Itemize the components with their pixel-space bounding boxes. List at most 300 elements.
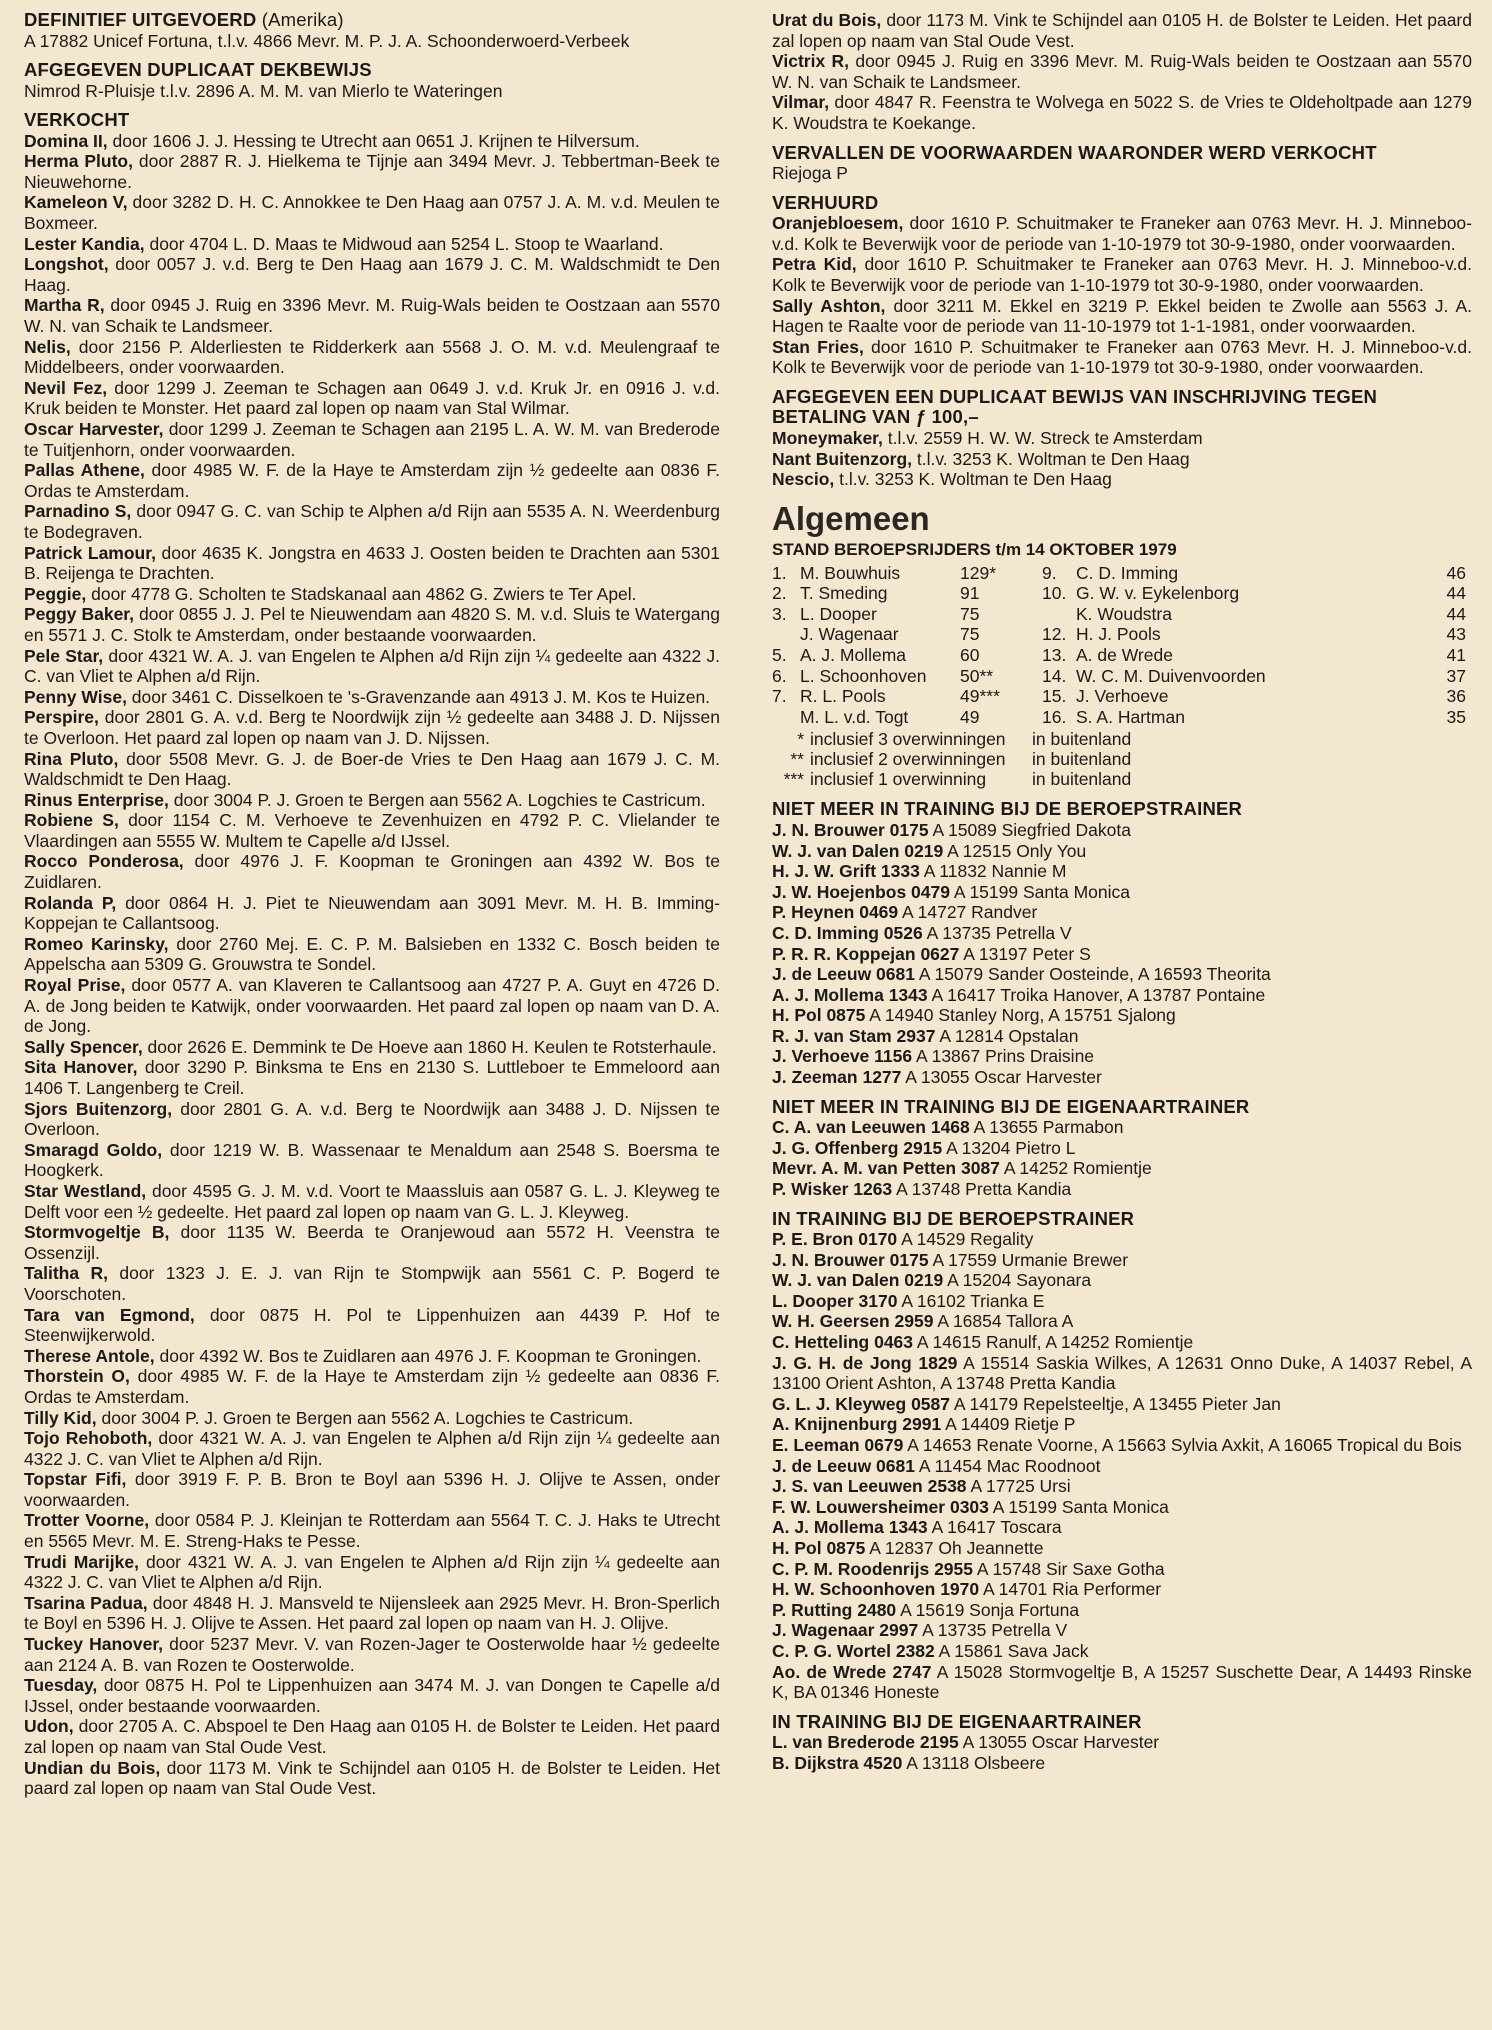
entry — [24, 1222, 720, 1263]
entry-text: door 2887 R. J. Hielkema te Tijnje aan 3494 Mevr. J. Tebbertman-Beek te Nieuwehorne. — [24, 151, 720, 192]
footnote-text: inclusief 3 overwinningen — [810, 729, 1006, 750]
entry-name: P. Heynen 0469 — [772, 902, 899, 923]
stand-rider: A. de Wrede — [1076, 645, 1173, 666]
entry — [772, 163, 1472, 184]
entry — [772, 1270, 1472, 1291]
entry-name: Sally Ashton, — [772, 295, 886, 316]
entry-text: A 13118 Olsbeere — [902, 1752, 1046, 1773]
entry-name: R. J. van Stam 2937 — [772, 1025, 936, 1046]
stand-wins: 43 — [1446, 624, 1466, 645]
footnote-text: inclusief 1 overwinning — [810, 769, 987, 790]
entry-text: A 14179 Repelsteeltje, A 13455 Pieter Jan — [950, 1393, 1281, 1414]
stand-rider: S. A. Hartman — [1076, 706, 1185, 727]
stand-rank: 6. — [772, 665, 787, 686]
stand-rank: 12. — [1042, 624, 1067, 645]
entry-name: Stan Fries, — [772, 336, 864, 357]
entry-text: A 14940 Stanley Norg, A 15751 Sjalong — [865, 1005, 1176, 1026]
footnote-mark: ** — [790, 749, 804, 770]
entry-name: Longshot, — [24, 254, 109, 275]
stand-row — [772, 624, 1472, 645]
entry — [24, 1510, 720, 1551]
entry-text: A 15079 Sander Oosteinde, A 16593 Theorita — [915, 964, 1271, 985]
entry-text: door 0855 J. J. Pel te Nieuwendam aan 4820 S. M. v.d. Sluis te Watergang en 5571 J. C. Stolk te Amsterdam, onder bestaande voorwaarden. — [24, 604, 720, 645]
entry-text: door 1323 J. E. J. van Rijn te Stompwijk aan 5561 C. P. Bogerd te Voorschoten. — [24, 1263, 720, 1304]
entry-name: Thorstein O, — [24, 1366, 130, 1387]
section-heading: IN TRAINING BIJ DE BEROEPSTRAINER — [772, 1207, 1135, 1229]
entry-text: A 15199 Santa Monica — [949, 881, 1130, 902]
section-heading: NIET MEER IN TRAINING BIJ DE EIGENAARTRAINER — [772, 1095, 1250, 1117]
entry-name: Tuesday, — [24, 1675, 98, 1696]
stand-rank: 14. — [1042, 665, 1067, 686]
entry — [772, 337, 1472, 378]
entry-text: door 4321 W. A. J. van Engelen te Alphen a/d Rijn zijn ¼ gedeelte aan 4322 J. C. van Vliet te Alphen a/d Rijn. — [24, 1551, 720, 1593]
stand-rider: R. L. Pools — [800, 686, 886, 707]
entry — [772, 1538, 1472, 1559]
footnote — [772, 729, 1472, 749]
entry-text: door 1299 J. Zeeman te Schagen aan 0649 J. v.d. Kruk Jr. en 0916 J. v.d. Kruk beiden te Monster. Het paard zal lopen op naam van Stal Wilmar. — [24, 377, 720, 419]
entry-name: J. S. van Leeuwen 2538 — [772, 1476, 967, 1497]
section-heading-line — [24, 10, 720, 31]
entry-name: C. A. van Leeuwen 1468 — [772, 1117, 970, 1138]
entry — [772, 882, 1472, 903]
entry — [772, 10, 1472, 51]
entry-name: Nevil Fez, — [24, 377, 108, 398]
entry — [24, 646, 720, 687]
entry — [24, 81, 720, 102]
section — [772, 799, 1472, 1087]
entry-name: Nelis, — [24, 336, 71, 357]
entry — [24, 131, 720, 152]
stand-rider: K. Woudstra — [1076, 603, 1172, 624]
entry-text: door 4392 W. Bos te Zuidlaren aan 4976 J. F. Koopman te Groningen. — [154, 1345, 702, 1366]
entry-name: G. L. J. Kleyweg 0587 — [772, 1393, 950, 1414]
entry-name: C. D. Imming 0526 — [772, 922, 923, 943]
entry-name: Undian du Bois, — [24, 1757, 161, 1778]
entry-text: door 1219 W. B. Wassenaar te Menaldum aan 2548 S. Boersma te Hoogkerk. — [24, 1139, 720, 1181]
stand-rank: 13. — [1042, 645, 1067, 666]
entry — [24, 419, 720, 460]
entry — [24, 31, 720, 52]
entry-name: Herma Pluto, — [24, 151, 133, 172]
entry — [24, 1469, 720, 1510]
entry-text: A 14653 Renate Voorne, A 15663 Sylvia Axkit, A 16065 Tropical du Bois — [903, 1434, 1462, 1455]
entry-text: Nimrod R-Pluisje t.l.v. 2896 A. M. M. van Mierlo te Wateringen — [24, 80, 503, 101]
entry-name: Petra Kid, — [772, 254, 857, 275]
entry-text: A 13204 Pietro L — [942, 1137, 1076, 1158]
stand-wins: 49 — [960, 706, 980, 727]
entry-name: Nant Buitenzorg, — [772, 448, 912, 469]
entry — [24, 1037, 720, 1058]
stand-rider: M. Bouwhuis — [800, 562, 901, 583]
entry-text: A 16102 Trianka E — [897, 1290, 1045, 1311]
section-heading: VERVALLEN DE VOORWAARDEN WAARONDER WERD VERKOCHT — [772, 141, 1377, 163]
section — [24, 60, 720, 101]
entry-text: A 17725 Ursi — [966, 1476, 1071, 1497]
entry-name: H. W. Schoonhoven 1970 — [772, 1579, 980, 1600]
entry-name: Perspire, — [24, 707, 99, 728]
footnote-mark: * — [797, 729, 804, 750]
stand-rider: J. Wagenaar — [800, 624, 899, 645]
stand-rank — [772, 707, 800, 728]
entry-name: Royal Prise, — [24, 975, 126, 996]
entry-name: Vilmar, — [772, 92, 830, 113]
entry-name: J. Verhoeve 1156 — [772, 1046, 913, 1067]
entry-name: Parnadino S, — [24, 501, 132, 522]
stand-rank: 1. — [772, 562, 787, 583]
entry-text: A 15748 Sir Saxe Gotha — [973, 1558, 1165, 1579]
entry — [24, 501, 720, 542]
right-top-sections — [772, 10, 1472, 490]
entry-text: door 5237 Mevr. V. van Rozen-Jager te Oosterwolde haar ½ gedeelte aan 2124 A. B. van Rozen te Oosterwolde. — [24, 1634, 720, 1675]
entry-name: F. W. Louwersheimer 0303 — [772, 1496, 989, 1517]
entry — [772, 1138, 1472, 1159]
entry-text: A 16854 Tallora A — [933, 1311, 1074, 1332]
footnote — [772, 769, 1472, 789]
entry-name: Victrix R, — [772, 51, 850, 72]
stand-row — [772, 666, 1472, 687]
entry — [772, 1662, 1472, 1703]
stand-wins: 35 — [1446, 706, 1466, 727]
entry — [772, 1600, 1472, 1621]
entry-text: door 1610 P. Schuitmaker te Franeker aan 0763 Mevr. H. J. Minneboo-v.d. Kolk te Beverwijk voor de periode van 1-10-1979 tot 30-9-1980, onder voorwaarden. — [772, 254, 1472, 295]
entry — [772, 254, 1472, 295]
stand-wins: 46 — [1446, 562, 1466, 583]
entry-text: door 4595 G. J. M. v.d. Voort te Maassluis aan 0587 G. L. J. Kleyweg te Delft voor een ½ gedeelte. Het paard zal lopen op naam van G. L. J. Kleyweg. — [24, 1180, 720, 1222]
entry-text: A 16417 Toscara — [927, 1517, 1062, 1538]
footnote-text: inclusief 2 overwinningen — [810, 749, 1006, 770]
stand-rider: W. C. M. Duivenvoorden — [1076, 665, 1266, 686]
entry-text: door 4976 J. F. Koopman te Groningen aan 4392 W. Bos te Zuidlaren. — [24, 851, 720, 893]
section — [772, 10, 1472, 134]
entry-text: A 13735 Petrella V — [922, 922, 1072, 943]
entry-name: Mevr. A. M. van Petten 3087 — [772, 1158, 1000, 1179]
entry-text: door 3290 P. Binksma te Ens en 2130 S. Luttleboer te Emmeloord aan 1406 T. Langenberg te Creil. — [24, 1057, 720, 1098]
entry-name: Tara van Egmond, — [24, 1304, 195, 1325]
section — [772, 1712, 1472, 1774]
entry-text: A 14409 Rietje P — [941, 1414, 1076, 1435]
entry-name: Trudi Marijke, — [24, 1551, 139, 1572]
section — [772, 387, 1472, 490]
section-heading: VERHUURD — [772, 191, 879, 213]
entry-name: J. N. Brouwer 0175 — [772, 819, 929, 840]
entry-text: door 3919 F. P. B. Bron te Boyl aan 5396 H. J. Olijve te Assen, onder voorwaarden. — [24, 1469, 720, 1510]
entry-text: door 3211 M. Ekkel en 3219 P. Ekkel beiden te Zwolle aan 5563 J. A. Hagen te Raalte voor de periode van 11-10-1979 tot 1-1-1981, onder voorwaarden. — [772, 295, 1472, 337]
entry-text: A 17559 Urmanie Brewer — [928, 1249, 1129, 1270]
entry-name: Martha R, — [24, 295, 105, 316]
section-heading: AFGEGEVEN EEN DUPLICAAT BEWIJS VAN INSCHRIJVING TEGEN BETALING VAN ƒ 100,– — [772, 385, 1378, 428]
section-heading: AFGEGEVEN DUPLICAAT DEKBEWIJS — [24, 59, 372, 81]
entry-name: Penny Wise, — [24, 686, 127, 707]
entry-name: Moneymaker, — [772, 427, 883, 448]
section-heading: IN TRAINING BIJ DE EIGENAARTRAINER — [772, 1710, 1142, 1732]
entry-text: door 4847 R. Feenstra te Wolvega en 5022 S. de Vries te Oldeholtpade aan 1279 K. Woudstra te Koekange. — [772, 92, 1472, 133]
entry-name: Topstar Fifi, — [24, 1469, 127, 1490]
entry-name: Sjors Buitenzorg, — [24, 1098, 173, 1119]
entry-name: Ao. de Wrede 2747 — [772, 1661, 932, 1682]
stand-table — [772, 563, 1472, 728]
entry — [772, 1579, 1472, 1600]
entry-name: H. Pol 0875 — [772, 1537, 866, 1558]
entry-text: A 13867 Prins Draisine — [912, 1046, 1095, 1067]
stand-rank: 7. — [772, 686, 787, 707]
entry — [772, 1476, 1472, 1497]
entry — [772, 1620, 1472, 1641]
entry — [24, 687, 720, 708]
entry-name: Oscar Harvester, — [24, 419, 164, 439]
entry-name: C. Hetteling 0463 — [772, 1332, 914, 1352]
entry-name: Robiene S, — [24, 810, 119, 831]
stand-wins: 44 — [1446, 603, 1466, 624]
entry-name: Rina Pluto, — [24, 748, 119, 769]
stand-rider: J. Verhoeve — [1076, 686, 1169, 707]
entry — [772, 1497, 1472, 1518]
stand-wins: 50** — [960, 665, 994, 686]
entry — [772, 1456, 1472, 1477]
entry — [24, 1758, 720, 1799]
entry-text: door 4848 H. J. Mansveld te Nijensleek aan 2925 Mevr. H. Bron-Sperlich te Boyl en 5396 H. J. Olijve te Assen. Het paard zal lopen op naam van H. J. Olijve. — [24, 1592, 720, 1634]
section — [24, 10, 720, 51]
entry — [24, 234, 720, 255]
section — [24, 110, 720, 1799]
entry-text: door 1610 P. Schuitmaker te Franeker aan 0763 Mevr. H. J. Minneboo-v.d. Kolk te Beverwijk voor de periode van 1-10-1979 tot 30-9-1980, onder voorwaarden. — [772, 213, 1472, 254]
entry-name: E. Leeman 0679 — [772, 1434, 904, 1455]
entry-text: A 14529 Regality — [897, 1229, 1034, 1250]
entry — [24, 851, 720, 892]
entry — [24, 1140, 720, 1181]
footnote-where: in buitenland — [1032, 729, 1132, 750]
entry-text: door 4704 L. D. Maas te Midwoud aan 5254 L. Stoop te Waarland. — [144, 233, 664, 254]
stand-row — [772, 707, 1472, 728]
stand-row — [772, 686, 1472, 707]
entry-name: Star Westland, — [24, 1180, 147, 1201]
entry-name: J. de Leeuw 0681 — [772, 964, 915, 985]
entry-name: Smaragd Goldo, — [24, 1139, 163, 1160]
entry — [24, 1634, 720, 1675]
entry-name: P. Rutting 2480 — [772, 1599, 897, 1620]
entry-text: door 2760 Mej. E. C. P. M. Balsieben en 1332 C. Bosch beiden te Appelscha aan 5309 G. Grouwstra te Sondel. — [24, 933, 720, 975]
entry — [772, 1311, 1472, 1332]
entry-name: J. G. H. de Jong 1829 — [772, 1352, 958, 1373]
entry — [24, 1346, 720, 1367]
entry — [772, 1435, 1472, 1456]
entry — [24, 1057, 720, 1098]
entry-name: Udon, — [24, 1716, 74, 1737]
stand-rider: L. Dooper — [800, 603, 877, 624]
stand-title: STAND BEROEPSRIJDERS t/m 14 OKTOBER 1979 — [772, 539, 1177, 559]
algemeen-section — [772, 499, 1472, 790]
entry-text: door 0947 G. C. van Schip te Alphen a/d Rijn aan 5535 A. N. Weerdenburg te Bodegraven. — [24, 501, 720, 542]
stand-rider: G. W. v. Eykelenborg — [1076, 583, 1240, 604]
entry-name: Romeo Karinsky, — [24, 933, 169, 954]
entry-text: door 4985 W. F. de la Haye te Amsterdam zijn ½ gedeelte aan 0836 F. Ordas te Amsterdam. — [24, 1366, 720, 1407]
entry — [772, 1005, 1472, 1026]
entry-name: C. P. M. Roodenrijs 2955 — [772, 1558, 973, 1579]
stand-rank: 16. — [1042, 706, 1067, 727]
entry-text: door 0945 J. Ruig en 3396 Mevr. M. Ruig-Wals beiden te Oostzaan aan 5570 W. N. van Schaik te Landsmeer. — [24, 295, 720, 337]
entry-name: Trotter Voorne, — [24, 1510, 150, 1531]
entry-text: door 4321 W. A. J. van Engelen te Alphen a/d Rijn zijn ¼ gedeelte aan 4322 J. C. van Vliet te Alphen a/d Rijn. — [24, 1428, 720, 1469]
entry — [772, 1517, 1472, 1538]
entry — [24, 254, 720, 295]
entry-text: t.l.v. 3253 K. Woltman te Den Haag — [912, 448, 1190, 469]
footnote — [772, 749, 1472, 769]
entry-text: A 12814 Opstalan — [935, 1025, 1079, 1046]
entry — [24, 378, 720, 419]
entry-name: W. J. van Dalen 0219 — [772, 840, 944, 861]
entry — [24, 543, 720, 584]
entry-name: L. Dooper 3170 — [772, 1290, 898, 1311]
stand-footnotes — [772, 729, 1472, 789]
entry — [24, 749, 720, 790]
entry-text: t.l.v. 3253 K. Woltman te Den Haag — [834, 469, 1112, 490]
entry-name: Peggy Baker, — [24, 604, 135, 625]
entry-name: Rinus Enterprise, — [24, 789, 169, 810]
stand-wins: 41 — [1446, 645, 1466, 666]
stand-row — [772, 583, 1472, 604]
stand-rank: 5. — [772, 645, 787, 666]
entry-text: door 5508 Mevr. G. J. de Boer-de Vries te Den Haag aan 1679 J. C. M. Waldschmidt te Den Haag. — [24, 748, 721, 790]
stand-wins: 37 — [1446, 665, 1466, 686]
entry — [772, 820, 1472, 841]
stand-wins: 91 — [960, 583, 980, 604]
entry — [772, 1559, 1472, 1580]
entry — [772, 428, 1472, 449]
entry-name: Stormvogeltje B, — [24, 1222, 170, 1243]
entry — [772, 923, 1472, 944]
footnote-mark: *** — [783, 769, 804, 790]
entry-name: H. J. W. Grift 1333 — [772, 861, 920, 882]
right-bottom-sections — [772, 799, 1472, 1773]
entry-text: A 14727 Randver — [898, 902, 1038, 923]
entry — [772, 1414, 1472, 1435]
section — [772, 143, 1472, 184]
entry — [24, 1263, 720, 1304]
entry-text: door 3461 C. Disselkoen te 's-Gravenzande aan 4913 J. M. Kos te Huizen. — [126, 686, 711, 707]
entry-text: A 15514 Saskia Wilkes, A 12631 Onno Duke, A 14037 Rebel, A 13100 Orient Ashton, A 13748 Pretta Kandia — [772, 1352, 1472, 1394]
entry-name: Tuckey Hanover, — [24, 1634, 164, 1655]
entry-text: A 13748 Pretta Kandia — [892, 1178, 1072, 1199]
entry-text: A 15199 Santa Monica — [988, 1496, 1169, 1517]
entry-text: A 15089 Siegfried Dakota — [928, 819, 1131, 840]
stand-rank: 15. — [1042, 686, 1067, 707]
footnote-where: in buitenland — [1032, 769, 1132, 790]
entry — [24, 151, 720, 192]
entry-text: A 13055 Oscar Harvester — [901, 1067, 1102, 1088]
entry — [772, 1046, 1472, 1067]
entry-name: A. J. Mollema 1343 — [772, 984, 928, 1005]
entry-text: A 12515 Only You — [943, 840, 1087, 861]
entry-text: door 0864 H. J. Piet te Nieuwendam aan 3091 Mevr. M. H. B. Imming-Koppejan te Callantsoog. — [24, 892, 720, 934]
entry-name: J. Wagenaar 2997 — [772, 1620, 919, 1641]
entry-text: A 15204 Sayonara — [943, 1270, 1092, 1291]
entry-text: door 0875 H. Pol te Lippenhuizen aan 4439 P. Hof te Steenwijkerwold. — [24, 1304, 720, 1346]
entry-name: Tilly Kid, — [24, 1407, 97, 1428]
entry-text: t.l.v. 2559 H. W. W. Streck te Amsterdam — [882, 427, 1203, 448]
entry-text: A 14615 Ranulf, A 14252 Romientje — [913, 1332, 1194, 1352]
entry-name: Sally Spencer, — [24, 1036, 143, 1057]
left-column — [24, 10, 720, 1808]
stand-rank — [772, 624, 800, 645]
entry — [24, 192, 720, 233]
stand-rider: C. D. Imming — [1076, 562, 1179, 583]
entry — [24, 934, 720, 975]
entry-text: door 4985 W. F. de la Haye te Amsterdam zijn ½ gedeelte aan 0836 F. Ordas te Amsterdam. — [24, 460, 720, 501]
entry-name: A. J. Mollema 1343 — [772, 1517, 928, 1538]
entry — [24, 975, 720, 1037]
entry — [772, 1158, 1472, 1179]
entry-name: J. Zeeman 1277 — [772, 1067, 902, 1088]
section-heading-note: (Amerika) — [261, 9, 344, 30]
entry — [24, 1675, 720, 1716]
entry-name: A. Knijnenburg 2991 — [772, 1414, 942, 1435]
entry-text: door 3282 D. H. C. Annokkee te Den Haag aan 0757 J. A. M. v.d. Meulen te Boxmeer. — [24, 192, 720, 234]
stand-row — [772, 563, 1472, 584]
entry-text: door 0584 P. J. Kleinjan te Rotterdam aan 5564 T. C. J. Haks te Utrecht en 5565 Mevr. M. E. Streng-Haks te Pesse. — [24, 1510, 720, 1552]
entry — [772, 1353, 1472, 1394]
entry-name: Patrick Lamour, — [24, 542, 156, 563]
entry-name: Sita Hanover, — [24, 1057, 138, 1078]
entry — [24, 337, 720, 378]
entry-text: door 4321 W. A. J. van Engelen te Alphen a/d Rijn zijn ¼ gedeelte aan 4322 J. C. van Vliet te Alphen a/d Rijn. — [24, 645, 720, 687]
stand-wins: 129* — [960, 562, 997, 583]
entry — [772, 213, 1472, 254]
entry-name: J. de Leeuw 0681 — [772, 1455, 915, 1476]
entry-name: Peggie, — [24, 583, 87, 604]
entry — [772, 1250, 1472, 1271]
stand-wins: 75 — [960, 624, 980, 645]
entry-name: P. R. R. Koppejan 0627 — [772, 943, 960, 964]
stand-rank: 10. — [1042, 583, 1067, 604]
entry — [772, 1026, 1472, 1047]
entry-text: A 15861 Sava Jack — [934, 1640, 1089, 1661]
entry-name: Lester Kandia, — [24, 233, 145, 254]
entry — [24, 1593, 720, 1634]
entry-text: A 13655 Parmabon — [969, 1117, 1124, 1138]
entry — [772, 985, 1472, 1006]
section — [772, 1209, 1472, 1703]
stand-wins: 60 — [960, 645, 980, 666]
entry-name: Pallas Athene, — [24, 460, 145, 481]
algemeen-title: Algemeen — [772, 499, 930, 537]
entry-name: C. P. G. Wortel 2382 — [772, 1640, 935, 1661]
entry-text: A 13735 Petrella V — [918, 1620, 1068, 1641]
entry-text: door 1135 W. Beerda te Oranjewoud aan 5572 H. Veenstra te Ossenzijl. — [24, 1222, 720, 1263]
entry — [772, 1067, 1472, 1088]
entry — [24, 1716, 720, 1757]
stand-wins: 49*** — [960, 686, 1000, 707]
entry-name: Oranjebloesem, — [772, 213, 904, 234]
entry — [772, 449, 1472, 470]
entry — [772, 1394, 1472, 1415]
entry-name: Kameleon V, — [24, 192, 128, 213]
stand-rank: 2. — [772, 583, 787, 604]
entry-name: B. Dijkstra 4520 — [772, 1752, 903, 1773]
entry — [24, 1181, 720, 1222]
entry-name: P. Wisker 1263 — [772, 1178, 893, 1199]
stand-row — [772, 604, 1472, 625]
section — [772, 193, 1472, 378]
entry-name: Tsarina Padua, — [24, 1592, 148, 1613]
section — [772, 1097, 1472, 1200]
entry — [24, 1366, 720, 1407]
entry-text: door 2626 E. Demmink te De Hoeve aan 1860 H. Keulen te Rotsterhaule. — [142, 1036, 717, 1057]
entry — [772, 1732, 1472, 1753]
entry-text: A 13197 Peter S — [959, 943, 1091, 964]
stand-rank: 3. — [772, 603, 787, 624]
entry-text: Riejoga P — [772, 163, 848, 184]
entry — [772, 1117, 1472, 1138]
entry-name: J. W. Hoejenbos 0479 — [772, 881, 950, 902]
